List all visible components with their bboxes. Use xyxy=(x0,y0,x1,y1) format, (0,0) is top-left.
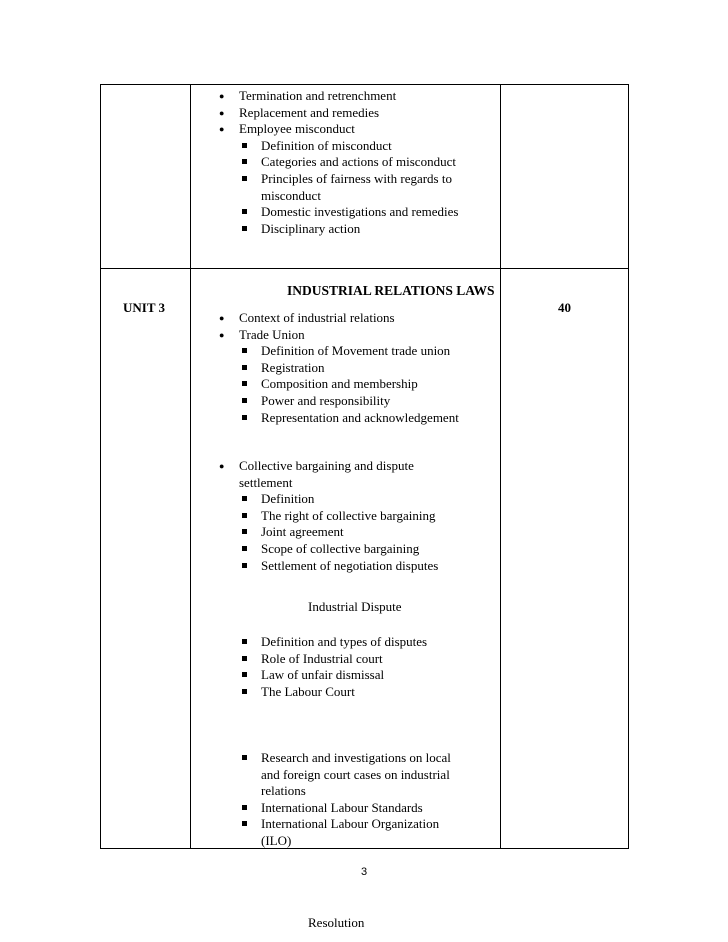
table-row xyxy=(101,269,629,849)
topic-list xyxy=(191,269,500,930)
topic-list xyxy=(191,85,500,268)
list-item-continuation: and foreign court cases on industrial xyxy=(261,766,450,782)
list-item: Composition and membership xyxy=(261,376,418,392)
square-bullet-icon xyxy=(242,381,247,386)
bullet-icon: ● xyxy=(219,329,225,340)
square-bullet-icon xyxy=(242,209,247,214)
square-bullet-icon xyxy=(242,226,247,231)
list-item: Disciplinary action xyxy=(261,220,361,236)
unit-label: UNIT 3 xyxy=(123,300,166,315)
square-bullet-icon xyxy=(242,513,247,518)
list-item: Domestic investigations and remedies xyxy=(261,204,459,220)
marks-value: 40 xyxy=(558,300,571,315)
square-bullet-icon xyxy=(242,415,247,420)
unit-cell xyxy=(101,85,191,269)
list-item-continuation: settlement xyxy=(239,474,293,490)
section-heading: INDUSTRIAL RELATIONS LAWS xyxy=(287,283,495,298)
list-item: Categories and actions of misconduct xyxy=(261,154,456,170)
square-bullet-icon xyxy=(242,805,247,810)
list-item: Replacement and remedies xyxy=(239,104,380,120)
square-bullet-icon xyxy=(242,176,247,181)
square-bullet-icon xyxy=(242,365,247,370)
syllabus-table xyxy=(100,84,629,930)
list-item: Definition xyxy=(261,491,315,507)
square-bullet-icon xyxy=(242,672,247,677)
square-bullet-icon xyxy=(242,656,247,661)
square-bullet-icon xyxy=(242,398,247,403)
subsection-title: Resolution xyxy=(308,915,365,930)
square-bullet-icon xyxy=(242,821,247,826)
content-cell xyxy=(191,269,501,930)
list-item: Representation and acknowledgement xyxy=(261,409,459,425)
list-item: Definition and types of disputes xyxy=(261,634,428,649)
subsection-title: Industrial Dispute xyxy=(308,599,402,614)
square-bullet-icon xyxy=(242,546,247,551)
square-bullet-icon xyxy=(242,159,247,164)
table-row xyxy=(101,85,629,269)
list-item: Principles of fairness with regards to xyxy=(261,171,452,186)
marks-cell xyxy=(501,85,629,269)
content-cell xyxy=(191,85,501,269)
list-item: Employee misconduct xyxy=(239,121,355,137)
list-item: Scope of collective bargaining xyxy=(261,541,420,556)
list-item: International Labour Standards xyxy=(261,799,423,815)
list-item: Registration xyxy=(261,359,325,375)
list-item-continuation: (ILO) xyxy=(261,833,292,848)
square-bullet-icon xyxy=(242,563,247,568)
list-item: Power and responsibility xyxy=(261,393,391,408)
square-bullet-icon xyxy=(242,689,247,694)
square-bullet-icon xyxy=(242,639,247,644)
list-item: Termination and retrenchment xyxy=(239,88,397,103)
list-item: Joint agreement xyxy=(261,524,344,540)
bullet-icon: ● xyxy=(219,91,225,101)
list-item: Law of unfair dismissal xyxy=(261,667,385,683)
bullet-icon: ● xyxy=(219,124,225,135)
list-item: Context of industrial relations xyxy=(239,310,395,325)
list-item: Role of Industrial court xyxy=(261,650,383,666)
square-bullet-icon xyxy=(242,348,247,353)
unit-cell xyxy=(101,269,191,849)
square-bullet-icon xyxy=(242,496,247,501)
square-bullet-icon xyxy=(242,529,247,534)
list-item-continuation: misconduct xyxy=(261,187,321,203)
bullet-icon: ● xyxy=(219,461,225,471)
list-item: The Labour Court xyxy=(261,683,355,699)
list-item-continuation: relations xyxy=(261,783,306,799)
bullet-icon: ● xyxy=(219,107,225,118)
list-item: Definition of Movement trade union xyxy=(261,343,451,359)
list-item: Research and investigations on local xyxy=(261,750,451,765)
square-bullet-icon xyxy=(242,143,247,148)
list-item: The right of collective bargaining xyxy=(261,507,436,523)
list-item: Trade Union xyxy=(239,326,305,342)
list-item: International Labour Organization xyxy=(261,816,440,832)
bullet-icon: ● xyxy=(219,313,225,323)
page-number: 3 xyxy=(360,866,368,878)
square-bullet-icon xyxy=(242,755,247,760)
list-item: Settlement of negotiation disputes xyxy=(261,557,439,573)
list-item: Collective bargaining and dispute xyxy=(239,458,414,473)
list-item: Definition of misconduct xyxy=(261,137,392,153)
marks-cell xyxy=(501,269,629,849)
